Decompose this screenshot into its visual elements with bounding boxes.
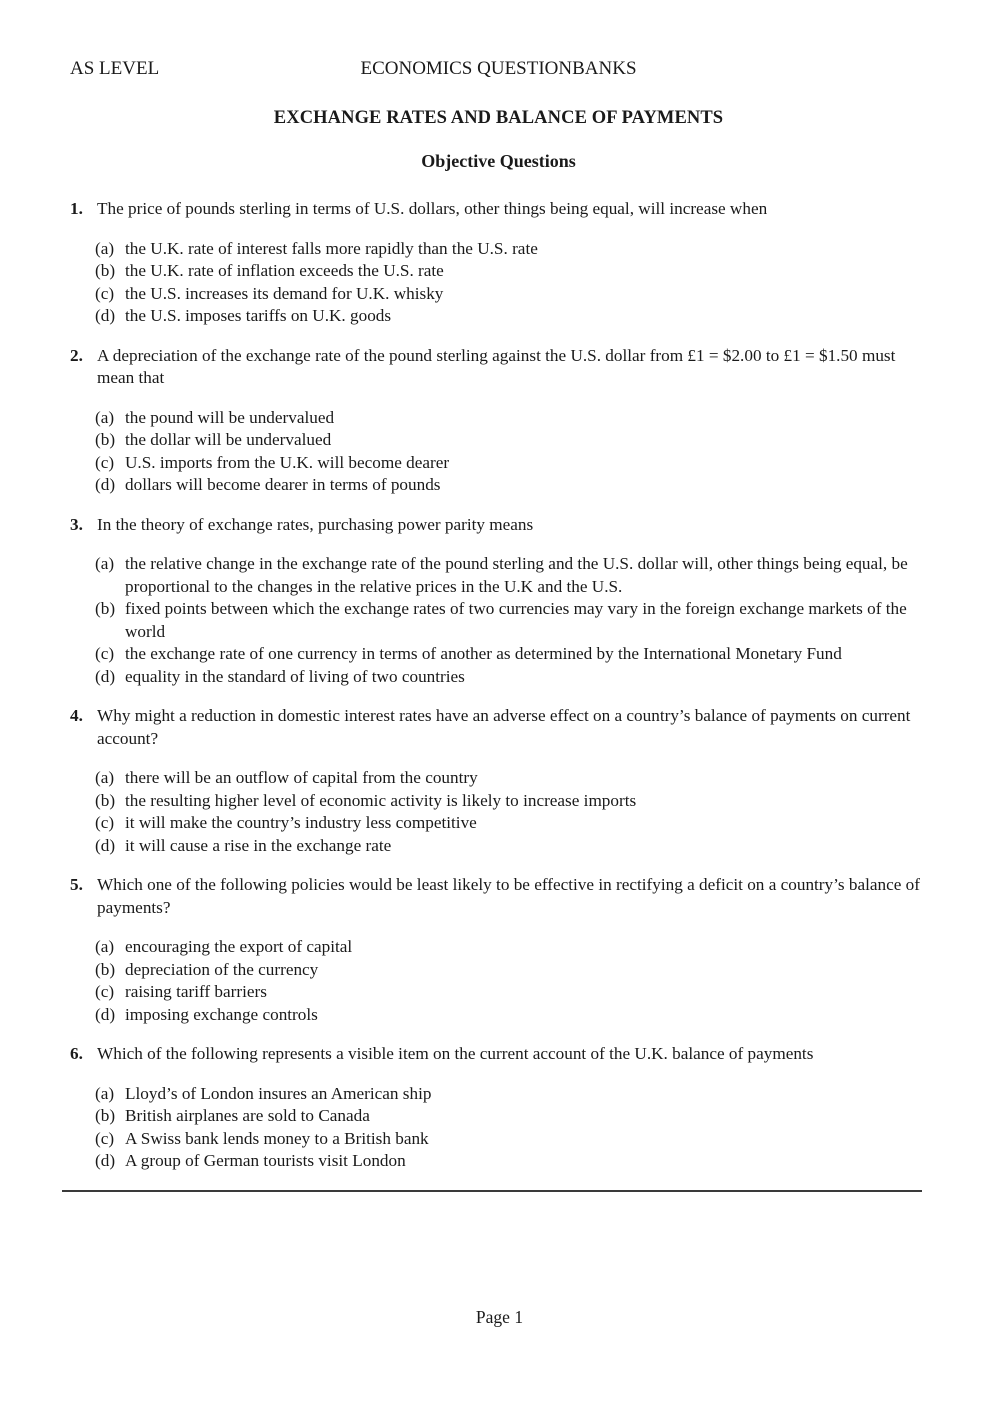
running-header	[70, 55, 927, 83]
option-label: (b)	[95, 959, 116, 979]
option-label: (d)	[95, 475, 116, 494]
option-label: (d)	[95, 1151, 116, 1170]
option-text: the U.S. imposes tariffs on U.K. goods	[125, 306, 392, 325]
option-text: it will make the country’s industry less competitive	[125, 813, 477, 832]
question-list	[70, 198, 927, 1173]
question-item	[70, 198, 927, 328]
option-item[interactable]	[95, 553, 927, 598]
question-number: 4.	[70, 706, 83, 725]
page-title: EXCHANGE RATES AND BALANCE OF PAYMENTS	[273, 108, 724, 128]
question-stem	[70, 514, 927, 537]
option-label: (c)	[95, 644, 115, 663]
option-text: it will cause a rise in the exchange rate	[125, 835, 392, 855]
option-label: (d)	[95, 835, 116, 855]
option-item[interactable]	[95, 835, 927, 858]
option-item[interactable]	[95, 474, 927, 497]
option-item[interactable]	[95, 959, 927, 982]
option-item[interactable]	[95, 767, 927, 790]
option-list	[70, 553, 927, 688]
option-label: (c)	[95, 982, 115, 1001]
option-item[interactable]	[95, 812, 927, 835]
question-item	[70, 705, 927, 857]
question-item	[70, 1043, 927, 1173]
option-text: dollars will become dearer in terms of pounds	[125, 475, 441, 494]
option-label: (b)	[95, 261, 116, 280]
option-item[interactable]	[95, 598, 927, 643]
option-item[interactable]	[95, 790, 927, 813]
option-label: (b)	[95, 790, 116, 810]
option-text: the U.K. rate of inflation exceeds the U.S. rate	[125, 261, 444, 280]
option-label: (b)	[95, 599, 116, 618]
option-text: Lloyd’s of London insures an American ship	[125, 1083, 432, 1103]
option-label: (b)	[95, 430, 116, 449]
option-item[interactable]	[95, 238, 927, 261]
option-label: (c)	[95, 1128, 115, 1148]
option-item[interactable]	[95, 1150, 927, 1173]
option-label: (c)	[95, 813, 115, 832]
option-label: (c)	[95, 283, 115, 303]
option-item[interactable]	[95, 643, 927, 666]
question-text: In the theory of exchange rates, purchasing power parity means	[97, 514, 534, 534]
option-list	[70, 1083, 927, 1173]
question-text: Which one of the following policies would be least likely to be effective in rectifying a deficit on a country’s balance of payments?	[97, 875, 920, 917]
question-stem	[70, 1043, 927, 1066]
question-number: 5.	[70, 875, 83, 894]
option-text: the dollar will be undervalued	[125, 430, 332, 449]
question-text: The price of pounds sterling in terms of U.S. dollars, other things being equal, will increase when	[97, 199, 768, 218]
option-list	[70, 238, 927, 328]
option-item[interactable]	[95, 407, 927, 430]
option-item[interactable]	[95, 1128, 927, 1151]
header-series: ECONOMICS QUESTIONBANKS	[360, 58, 637, 79]
option-label: (b)	[95, 1106, 116, 1125]
option-label: (d)	[95, 666, 116, 686]
option-text: depreciation of the currency	[125, 959, 319, 979]
option-text: the pound will be undervalued	[125, 407, 335, 427]
question-text: A depreciation of the exchange rate of the pound sterling against the U.S. dollar from £1 = $2.00 to £1 = $1.50 must mean that	[97, 345, 896, 387]
option-item[interactable]	[95, 305, 927, 328]
header-level: AS LEVEL	[70, 58, 160, 79]
option-text: raising tariff barriers	[125, 982, 267, 1001]
option-item[interactable]	[95, 666, 927, 689]
question-item	[70, 345, 927, 497]
option-text: encouraging the export of capital	[125, 937, 353, 956]
question-item	[70, 514, 927, 689]
option-item[interactable]	[95, 1105, 927, 1128]
question-item	[70, 874, 927, 1026]
option-text: there will be an outflow of capital from the country	[125, 768, 478, 787]
page-subtitle: Objective Questions	[421, 151, 576, 171]
option-label: (a)	[95, 554, 115, 573]
option-list	[70, 407, 927, 497]
option-text: the relative change in the exchange rate of the pound sterling and the U.S. dollar will, other things being equal, be proportional to the changes in the relative prices in the U.K and the U.S.	[125, 554, 908, 596]
option-list	[70, 767, 927, 857]
option-text: the U.K. rate of interest falls more rapidly than the U.S. rate	[125, 238, 538, 258]
option-item[interactable]	[95, 936, 927, 959]
question-stem	[70, 198, 927, 221]
option-text: equality in the standard of living of two countries	[125, 666, 465, 686]
option-label: (a)	[95, 768, 115, 787]
option-text: imposing exchange controls	[125, 1004, 318, 1024]
option-item[interactable]	[95, 429, 927, 452]
option-list	[70, 936, 927, 1026]
option-text: fixed points between which the exchange rates of two currencies may vary in the foreign exchange markets of the world	[125, 599, 907, 641]
option-label: (c)	[95, 452, 115, 472]
option-text: the exchange rate of one currency in terms of another as determined by the International Monetary Fund	[125, 644, 842, 663]
option-text: A group of German tourists visit London	[125, 1151, 406, 1170]
option-label: (d)	[95, 1004, 116, 1024]
footer-divider	[62, 1190, 922, 1192]
page-footer: Page 1	[475, 1307, 524, 1327]
option-item[interactable]	[95, 260, 927, 283]
option-text: the U.S. increases its demand for U.K. whisky	[125, 283, 444, 303]
question-stem	[70, 874, 927, 919]
question-text: Why might a reduction in domestic interest rates have an adverse effect on a country’s balance of payments on current account?	[97, 706, 911, 748]
question-stem	[70, 705, 927, 750]
question-stem	[70, 345, 927, 390]
option-item[interactable]	[95, 283, 927, 306]
option-label: (a)	[95, 407, 115, 427]
option-text: A Swiss bank lends money to a British bank	[125, 1128, 429, 1148]
option-text: British airplanes are sold to Canada	[125, 1106, 370, 1125]
question-number: 2.	[70, 345, 83, 365]
option-label: (d)	[95, 306, 116, 325]
option-label: (a)	[95, 238, 115, 258]
option-text: U.S. imports from the U.K. will become dearer	[125, 452, 450, 472]
option-text: the resulting higher level of economic activity is likely to increase imports	[125, 790, 637, 810]
option-item[interactable]	[95, 981, 927, 1004]
question-number: 6.	[70, 1044, 83, 1063]
question-number: 3.	[70, 514, 83, 534]
option-label: (a)	[95, 937, 115, 956]
option-item[interactable]	[95, 1083, 927, 1106]
question-number: 1.	[70, 199, 83, 218]
option-item[interactable]	[95, 452, 927, 475]
option-label: (a)	[95, 1083, 115, 1103]
question-text: Which of the following represents a visible item on the current account of the U.K. balance of payments	[97, 1044, 814, 1063]
option-item[interactable]	[95, 1004, 927, 1027]
